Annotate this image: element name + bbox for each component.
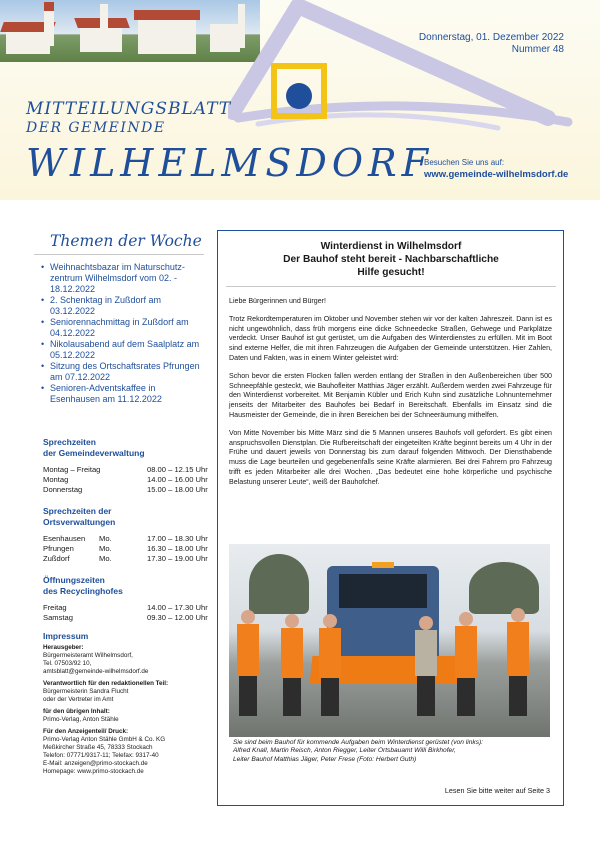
imprint-line: Bürgermeisteramt Wilhelmsdorf, [43,652,133,659]
other-content-label: für den übrigen Inhalt: [43,708,110,715]
hours-day: Samstag [43,613,73,622]
heading-line: Sprechzeiten der [43,506,112,516]
imprint-line: Meßkircher Straße 45, 78333 Stockach [43,744,153,751]
hours-time: 14.00 – 16.00 Uhr [147,475,208,484]
imprint-line: Tel. 07503/92 10, [43,660,92,667]
title-divider [226,286,556,287]
article-title [226,240,556,279]
imprint-line: Primo-Verlag Anton Stähle GmbH & Co. KG [43,736,166,743]
imprint [43,632,213,776]
title-line: Hilfe gesucht! [357,267,425,278]
article-paragraph: Schon bevor die ersten Flocken fallen werden entlang der Straßen in den Außenbereichen über 500 Schneepfähle gesteckt, wie Bauhofleiter Matthias Jäger erzählt. Außerdem werden zwei Fahrzeuge für den Winterdienst vorbereitet. Mit Benjamin Kübler und Erich Kuhn sind zusätzliche Lohnunternehmer jenseits der Mitarbeiter des Bauhofes bei Bedarf in Bereitschaft. Ebenfalls im Einsatz sind die Hausmeister der Gemeinde, die in ihren Bereichen bei der Schneeräumung mithelfen. [229,371,552,419]
imprint-heading: Impressum [43,631,89,641]
recycling-heading [43,575,208,596]
caption-line: Sie sind beim Bauhof für kommende Aufgaben beim Winterdienst gerüstet (von links): [233,739,484,746]
hours-row [43,544,208,554]
topic-item[interactable]: • Weihnachtsbazar im Naturschutz-zentrum Wilhelmsdorf vom 02. - 18.12.2022 [40,262,204,295]
topics-list [34,262,204,405]
article-paragraph: Liebe Bürgerinnen und Bürger! [229,297,327,305]
hours-day: Mo. [99,534,112,543]
local-hours-heading [43,506,208,527]
hours-row [43,475,208,485]
editorial-label: Verantwortlich für den redaktionellen Teil: [43,680,169,687]
hours-row [43,465,208,475]
ads-label: Für den Anzeigenteil/ Druck: [43,728,129,735]
heading-line: Sprechzeiten [43,437,96,447]
article-paragraph: Trotz Rekordtemperaturen im Oktober und November stehen wir vor der kalten Jahreszeit. Dann ist es nicht ungewöhnlich, dass früh morgens eine dicke Schneedecke Straßen, Gehwege und Parkplätze verdeckt. Unser Bauhof ist gut gerüstet, um die Aufgaben des Winterdienstes zu erfüllen. Mit im Boot sind externe Helfer, die mit ihren Fahrzeugen die Aufgaben der Gemeinde unterstützen. Hier Zahlen, Daten und Fakten, was in einem Winter geleistet wird: [229,314,552,362]
issue-number: Nummer 48 [511,44,564,55]
hours-day: Mo. [99,554,112,563]
hours-row [43,485,208,495]
hours-time: 17.30 – 19.00 Uhr [147,554,208,563]
municipality-name: WILHELMSDORF [26,141,433,185]
imprint-line: Bürgermeisterin Sandra Flucht [43,688,129,695]
hours-place: Zußdorf [43,554,70,563]
hours-day: Mo. [99,544,112,553]
local-hours [43,506,208,564]
roof-stroke [233,6,548,118]
imprint-line: Primo-Verlag, Anton Stähle [43,716,119,723]
village-photo [0,0,260,62]
issue-date: Donnerstag, 01. Dezember 2022 [418,32,564,43]
caption-line: Alfred Knall, Martin Reisch, Anton Riegger, Leiter Ortsbauamt Willi Birkhofer, [233,747,456,755]
article-body [229,297,552,496]
hours-day: Montag [43,475,69,484]
hours-row [43,534,208,544]
imprint-line: oder der Vertreter im Amt [43,696,114,703]
hours-day: Freitag [43,603,67,612]
topics-title: Themen der Woche [34,232,204,255]
hours-place: Esenhausen [43,534,86,543]
team-photo [229,544,550,737]
topic-item[interactable]: • Senioren-Adventskaffee in Esenhausen am 11.12.2022 [40,383,204,405]
imprint-homepage[interactable]: Homepage: www.primo-stockach.de [43,768,144,775]
hours-time: 08.00 – 12.15 Uhr [147,465,208,474]
topic-item[interactable]: • Nikolausabend auf dem Saalplatz am 05.12.2022 [40,339,204,361]
hours-day: Montag – Freitag [43,465,101,474]
heading-line: des Recyclinghofes [43,585,123,596]
topic-item[interactable]: • Seniorennachmittag in Zußdorf am 04.12.2022 [40,317,204,339]
admin-hours-heading [43,437,208,458]
house-logo [228,0,600,140]
imprint-line: Telefon: 07771/9317-11; Telefax: 9317-40 [43,752,159,759]
admin-hours [43,437,208,495]
topic-item[interactable]: • 2. Schenktag in Zußdorf am 03.12.2022 [40,295,204,317]
visit-label: Besuchen Sie uns auf: [424,158,505,167]
photo-caption [229,737,550,767]
website-link[interactable]: www.gemeinde-wilhelmsdorf.de [424,169,569,180]
imprint-email[interactable]: amtsblatt@gemeinde-wilhelmsdorf.de [43,668,149,675]
hours-day: Donnerstag [43,485,83,494]
topics-of-week [34,232,204,405]
hours-time: 09.30 – 12.00 Uhr [147,613,208,622]
issue-info [419,32,564,56]
masthead-line-2: DER GEMEINDE [26,120,166,136]
heading-line: der Gemeindeverwaltung [43,447,145,458]
hours-time: 17.00 – 18.30 Uhr [147,534,208,543]
continue-note[interactable]: Lesen Sie bitte weiter auf Seite 3 [444,786,550,795]
heading-line: Öffnungszeiten [43,575,105,585]
caption-line: Leiter Bauhof Matthias Jäger, Peter Frese (Foto: Herbert Guth) [233,755,417,763]
topic-item[interactable]: • Sitzung des Ortschaftsrates Pfrungen am 07.12.2022 [40,361,204,383]
masthead-line-1: MITTEILUNGSBLATT [26,99,232,119]
title-line: Winterdienst in Wilhelmsdorf [320,241,462,252]
imprint-email[interactable]: E-Mail: anzeigen@primo-stockach.de [43,760,148,767]
recycling-hours [43,575,208,623]
publisher-label: Herausgeber: [43,644,84,651]
hours-time: 15.00 – 18.00 Uhr [147,485,208,494]
hours-row [43,613,208,623]
masthead-title [26,100,231,138]
title-line: Der Bauhof steht bereit - Nachbarschaftliche [283,254,499,265]
article-paragraph: Von Mitte November bis Mitte März sind die 5 Mannen unseres Bauhofs voll gefordert. Es gibt einen anspruchsvollen Dienstplan. Die Rufbereitschaft der eingeteilten Kräfte beginnt bereits um 4 Uhr in der Frühe und dauert jeweils von Donnerstag bis zum darauf folgenden Mittwoch. Der Diensthabende muss die Lage beurteilen und gegebenenfalls seine Kräfte alarmieren. Bei drei Fahrern pro Fahrzeug trifft es jeden Mitarbeiter alle drei Wochen. „Das bedeutet eine hohe körperliche und psychische Belastung unserer Leute“, weiß der Bauhofchef. [229,428,552,486]
hours-time: 14.00 – 17.30 Uhr [147,603,208,612]
heading-line: Ortsverwaltungen [43,516,116,527]
hours-row [43,603,208,613]
hours-time: 16.30 – 18.00 Uhr [147,544,208,553]
window-dot [286,83,312,109]
hours-row [43,554,208,564]
hours-place: Pfrungen [43,544,74,553]
